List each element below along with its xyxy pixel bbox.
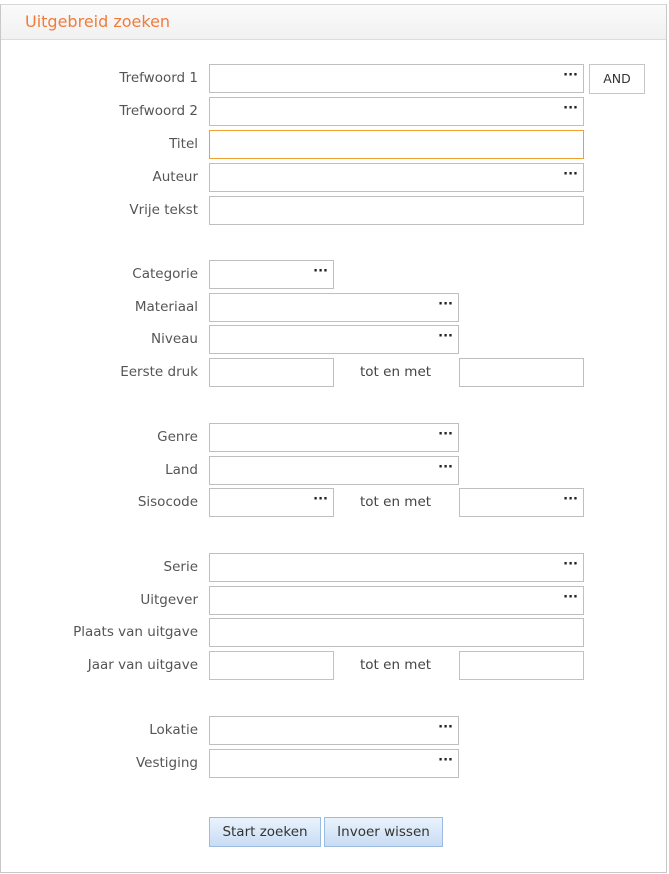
uitgever-lookup-icon[interactable]: ··· — [563, 590, 578, 605]
clear-input-button[interactable]: Invoer wissen — [324, 817, 443, 847]
eerste-druk-from-input[interactable] — [210, 359, 345, 386]
titel-label: Titel — [169, 136, 198, 152]
vestiging-field[interactable] — [209, 749, 459, 778]
and-operator-button[interactable]: AND — [589, 64, 645, 94]
serie-input[interactable] — [210, 554, 565, 581]
vestiging-input[interactable] — [210, 750, 440, 777]
land-field[interactable] — [209, 456, 459, 485]
trefwoord2-label: Trefwoord 2 — [119, 103, 198, 119]
vestiging-label: Vestiging — [135, 755, 198, 771]
sisocode-to-input[interactable] — [460, 489, 565, 516]
trefwoord2-lookup-icon[interactable]: ··· — [563, 101, 578, 116]
titel-field[interactable] — [209, 130, 584, 159]
eerste-druk-to-input[interactable] — [460, 359, 595, 386]
sisocode-to-lookup-icon[interactable]: ··· — [563, 492, 578, 507]
niveau-input[interactable] — [210, 326, 440, 353]
auteur-label: Auteur — [152, 169, 198, 185]
niveau-lookup-icon[interactable]: ··· — [438, 329, 453, 344]
genre-lookup-icon[interactable]: ··· — [438, 427, 453, 442]
eerste-druk-to-field[interactable] — [459, 358, 584, 387]
land-label: Land — [165, 462, 198, 478]
jaar-van-uitgave-from-field[interactable] — [209, 651, 334, 680]
categorie-lookup-icon[interactable]: ··· — [313, 264, 328, 279]
categorie-label: Categorie — [132, 266, 198, 282]
materiaal-input[interactable] — [210, 294, 440, 321]
genre-field[interactable] — [209, 423, 459, 452]
auteur-lookup-icon[interactable]: ··· — [563, 167, 578, 182]
genre-label: Genre — [157, 429, 198, 445]
uitgever-field[interactable] — [209, 586, 584, 615]
uitgever-label: Uitgever — [140, 592, 198, 608]
eerste-druk-range-separator: tot en met — [360, 364, 432, 380]
eerste-druk-label: Eerste druk — [120, 364, 198, 380]
auteur-input[interactable] — [210, 164, 565, 191]
niveau-label: Niveau — [151, 331, 198, 347]
categorie-field[interactable] — [209, 260, 334, 289]
materiaal-label: Materiaal — [134, 299, 198, 315]
titel-input[interactable] — [210, 131, 595, 158]
uitgever-input[interactable] — [210, 587, 565, 614]
sisocode-range-separator: tot en met — [360, 494, 432, 510]
start-search-button[interactable]: Start zoeken — [209, 817, 321, 847]
sisocode-to-field[interactable] — [459, 488, 584, 517]
lokatie-lookup-icon[interactable]: ··· — [438, 720, 453, 735]
plaats-van-uitgave-input[interactable] — [210, 619, 595, 646]
lokatie-field[interactable] — [209, 716, 459, 745]
plaats-van-uitgave-field[interactable] — [209, 618, 584, 647]
land-lookup-icon[interactable]: ··· — [438, 460, 453, 475]
categorie-input[interactable] — [210, 261, 315, 288]
jaar-van-uitgave-to-field[interactable] — [459, 651, 584, 680]
jaar-van-uitgave-to-input[interactable] — [460, 652, 595, 679]
serie-label: Serie — [163, 559, 198, 575]
vrije-tekst-field[interactable] — [209, 196, 584, 225]
vestiging-lookup-icon[interactable]: ··· — [438, 753, 453, 768]
vrije-tekst-input[interactable] — [210, 197, 595, 224]
trefwoord1-field[interactable] — [209, 64, 584, 93]
panel-title: Uitgebreid zoeken — [25, 12, 171, 31]
lokatie-label: Lokatie — [149, 722, 198, 738]
eerste-druk-from-field[interactable] — [209, 358, 334, 387]
niveau-field[interactable] — [209, 325, 459, 354]
trefwoord2-input[interactable] — [210, 98, 565, 125]
materiaal-field[interactable] — [209, 293, 459, 322]
jaar-van-uitgave-from-input[interactable] — [210, 652, 345, 679]
trefwoord1-lookup-icon[interactable]: ··· — [563, 68, 578, 83]
land-input[interactable] — [210, 457, 440, 484]
jaar-van-uitgave-range-separator: tot en met — [360, 657, 432, 673]
sisocode-label: Sisocode — [137, 494, 198, 510]
sisocode-from-field[interactable] — [209, 488, 334, 517]
trefwoord1-label: Trefwoord 1 — [119, 70, 198, 86]
serie-field[interactable] — [209, 553, 584, 582]
jaar-van-uitgave-label: Jaar van uitgave — [87, 657, 198, 673]
sisocode-from-input[interactable] — [210, 489, 315, 516]
materiaal-lookup-icon[interactable]: ··· — [438, 297, 453, 312]
plaats-van-uitgave-label: Plaats van uitgave — [73, 624, 198, 640]
serie-lookup-icon[interactable]: ··· — [563, 557, 578, 572]
auteur-field[interactable] — [209, 163, 584, 192]
trefwoord1-input[interactable] — [210, 65, 565, 92]
lokatie-input[interactable] — [210, 717, 440, 744]
trefwoord2-field[interactable] — [209, 97, 584, 126]
vrije-tekst-label: Vrije tekst — [129, 202, 198, 218]
sisocode-from-lookup-icon[interactable]: ··· — [313, 492, 328, 507]
panel-header — [1, 5, 666, 40]
genre-input[interactable] — [210, 424, 440, 451]
